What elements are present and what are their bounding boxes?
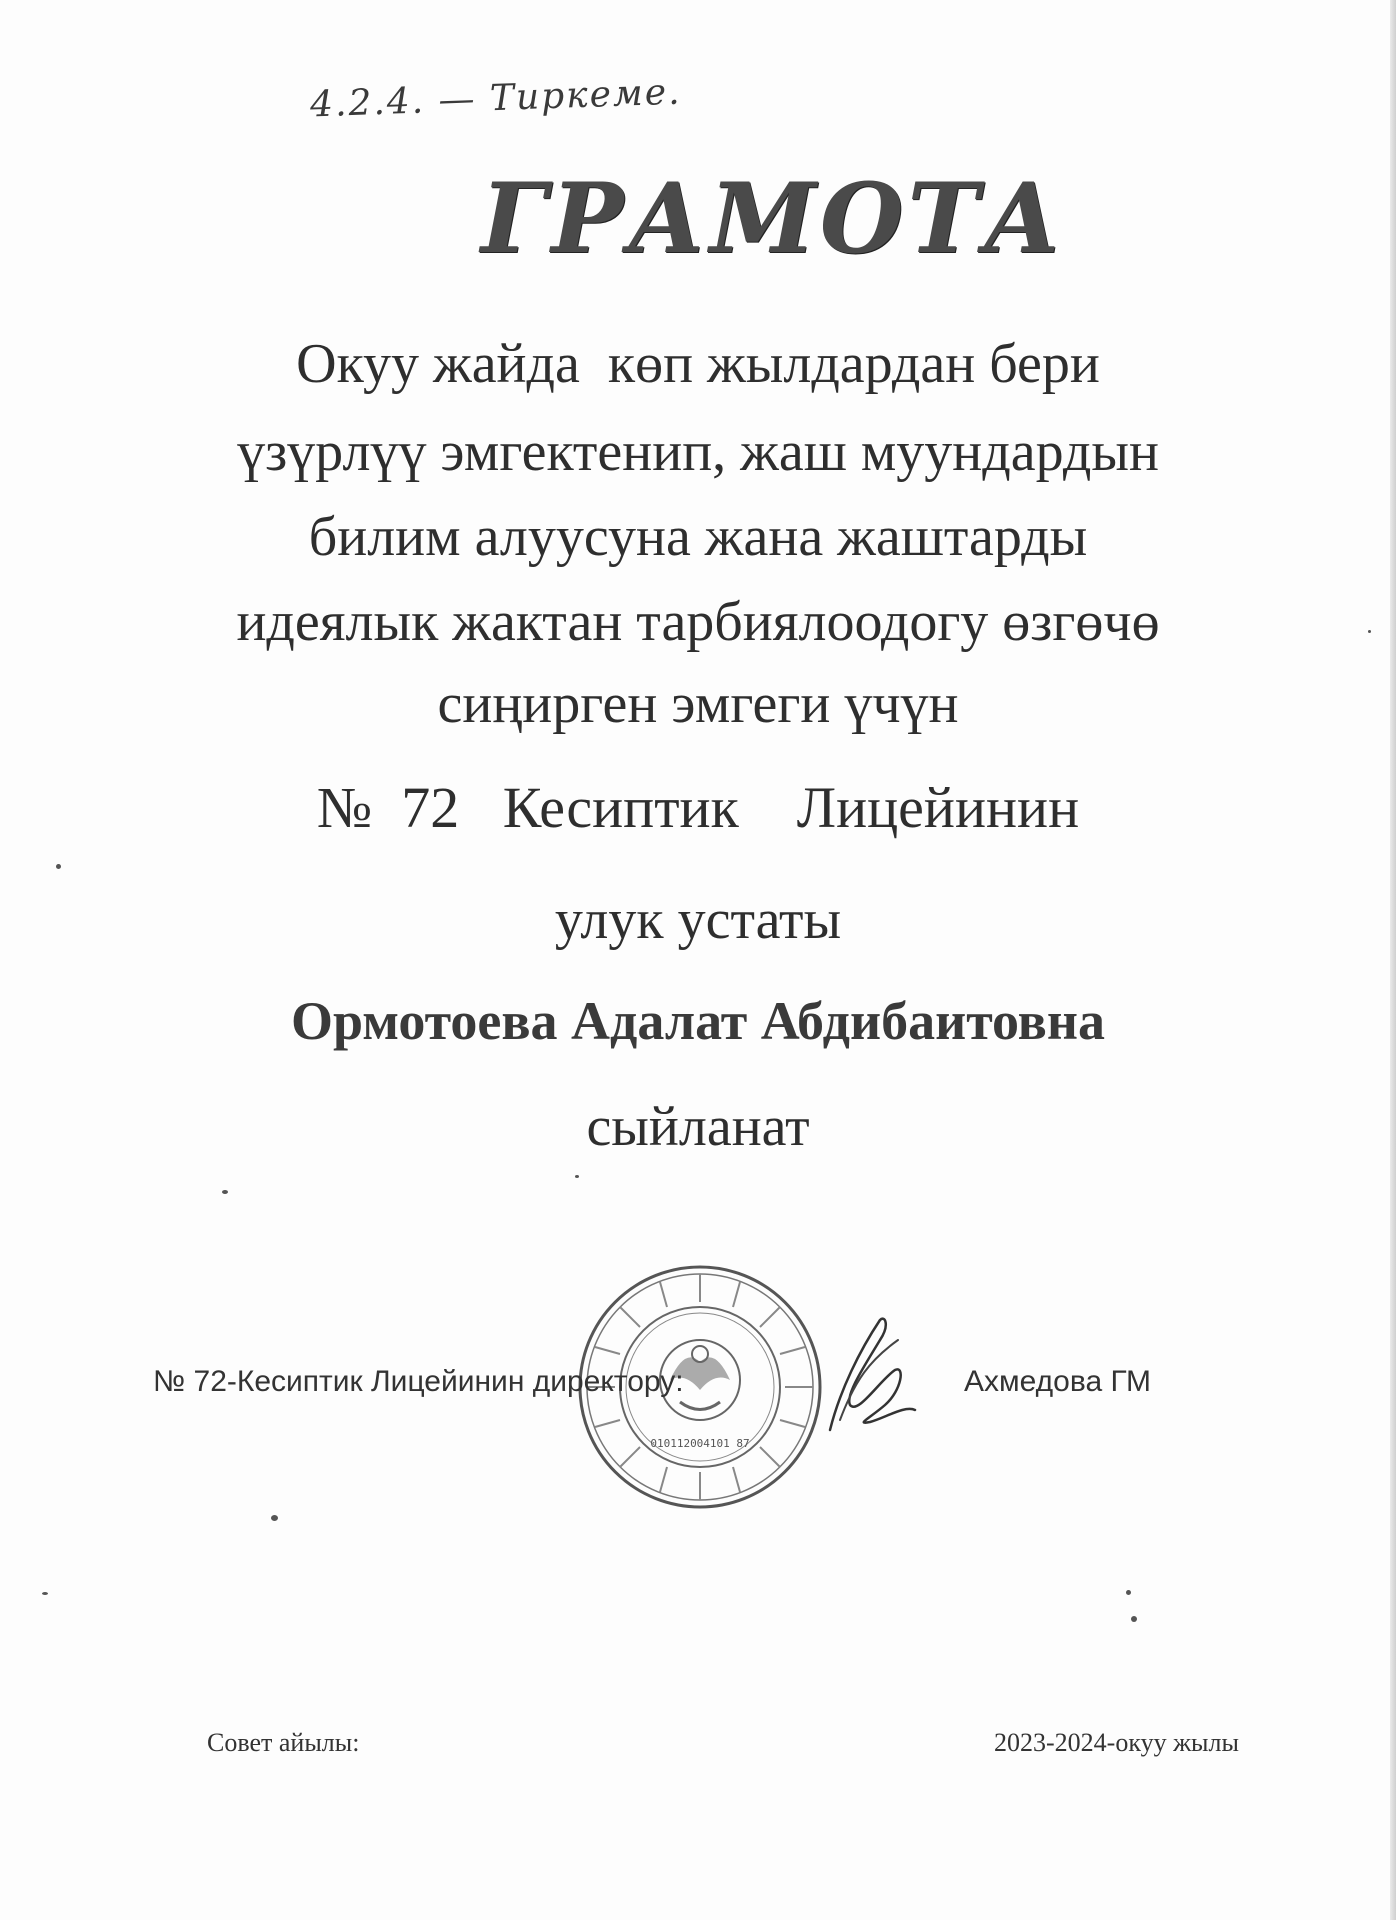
body-line-2: үзүрлүү эмгектенип, жаш муундардын <box>237 421 1159 483</box>
footer-place: Совет айылы: <box>207 1728 360 1757</box>
awarded-text: сыйланат <box>586 1096 810 1158</box>
scan-speck <box>56 864 61 869</box>
director-signature <box>810 1310 920 1440</box>
svg-text:010112004101 87: 010112004101 87 <box>650 1437 750 1450</box>
scan-edge-shadow <box>1390 0 1396 1920</box>
body-line-4: идеялык жактан тарбиялоодогу өзгөчө <box>236 591 1160 653</box>
scan-speck <box>222 1190 228 1194</box>
scan-speck <box>575 1175 579 1178</box>
scan-speck <box>1126 1590 1131 1595</box>
institution-line: № 72 Кесиптик Лицейинин <box>316 775 1080 840</box>
scan-speck <box>1368 630 1371 633</box>
scan-speck <box>42 1592 48 1595</box>
scan-speck <box>271 1515 278 1521</box>
body-line-3: билим алуусуна жана жаштарды <box>308 506 1088 568</box>
signatory-title: № 72-Кесиптик Лицейинин директору: <box>153 1365 684 1398</box>
signatory-name: Ахмедова ГМ <box>964 1365 1152 1398</box>
handwritten-note: 4.2.4. — Тиркеме. <box>309 71 683 126</box>
recipient-name: Ормотоева Адалат Абдибаитовна <box>291 991 1105 1051</box>
body-line-1: Окуу жайда көп жылдардан бери <box>296 333 1100 395</box>
body-line-5: сиңирген эмгеги үчүн <box>437 673 959 735</box>
certificate-title: ГРАМОТА <box>480 162 1066 275</box>
footer-year: 2023-2024-окуу жылы <box>994 1728 1239 1757</box>
scan-speck <box>1131 1616 1137 1622</box>
position-line: улук устаты <box>554 889 842 951</box>
